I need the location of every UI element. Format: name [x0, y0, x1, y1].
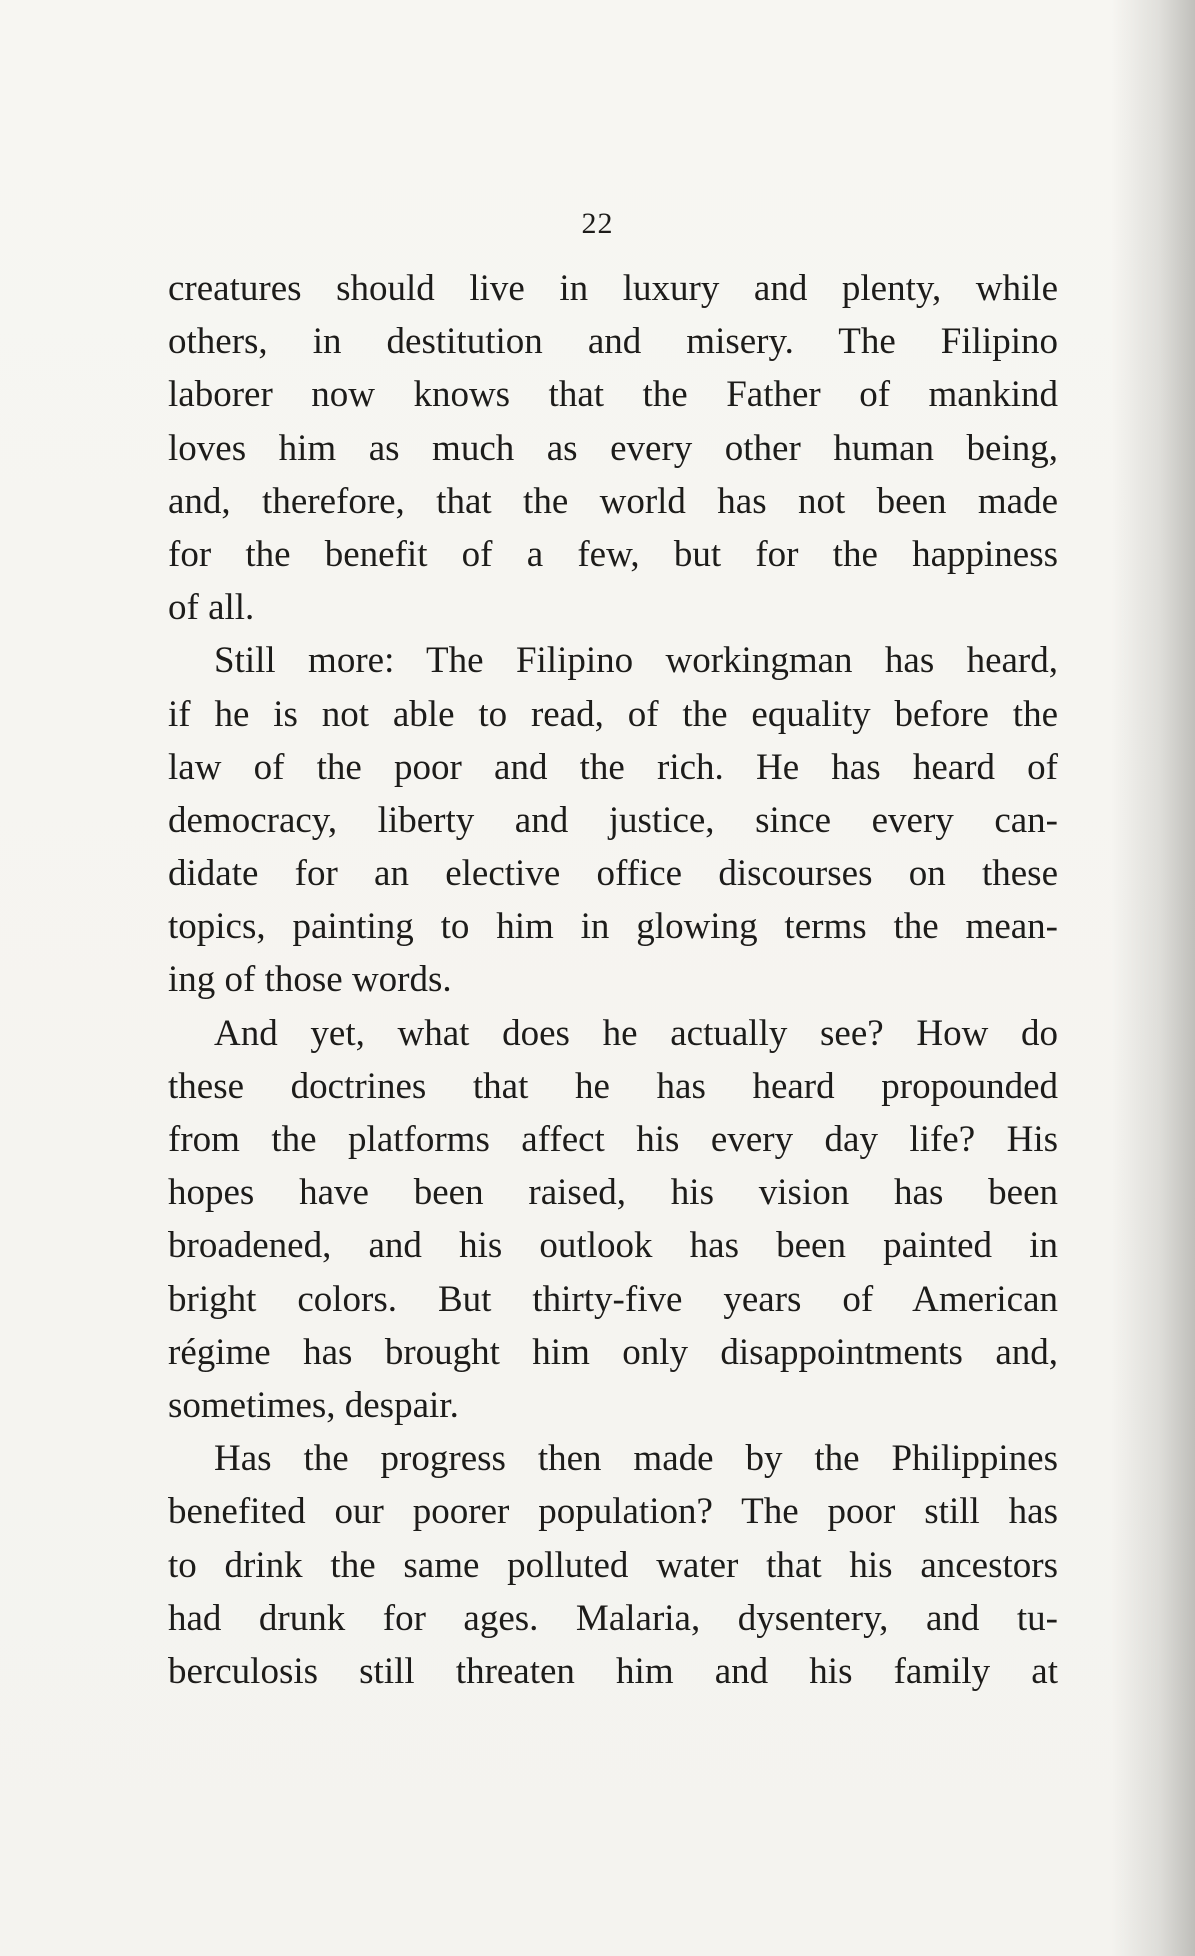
- text-line: régime has brought him only disappointments and,: [168, 1331, 1058, 1373]
- text-line: Still more: The Filipino workingman has heard,: [214, 640, 1058, 682]
- text-line: ing of those words.: [168, 959, 452, 1001]
- text-line: had drunk for ages. Malaria, dysentery, and tu-: [168, 1597, 1058, 1639]
- text-line: benefited our poorer population? The poor still has: [168, 1491, 1058, 1533]
- text-line: for the benefit of a few, but for the happiness: [168, 533, 1058, 575]
- text-line: these doctrines that he has heard propounded: [168, 1065, 1058, 1107]
- body-text: [168, 262, 1058, 1698]
- text-line: berculosis still threaten him and his family at: [168, 1650, 1058, 1692]
- text-line: sometimes, despair.: [168, 1384, 459, 1426]
- text-line: hopes have been raised, his vision has been: [168, 1172, 1058, 1214]
- text-line: if he is not able to read, of the equality before the: [168, 693, 1058, 735]
- text-line: to drink the same polluted water that his ancestors: [168, 1544, 1058, 1586]
- text-line: Has the progress then made by the Philippines: [214, 1438, 1058, 1480]
- text-line: and, therefore, that the world has not been made: [168, 480, 1058, 522]
- text-line: loves him as much as every other human being,: [168, 427, 1058, 469]
- text-line: bright colors. But thirty-five years of American: [168, 1278, 1058, 1320]
- text-line: And yet, what does he actually see? How do: [214, 1012, 1058, 1054]
- text-line: creatures should live in luxury and plenty, while: [168, 268, 1058, 309]
- text-line: didate for an elective office discourses on these: [168, 853, 1058, 895]
- text-line: laborer now knows that the Father of mankind: [168, 374, 1058, 416]
- page-number: 22: [581, 207, 614, 240]
- text-line: from the platforms affect his every day life? His: [168, 1119, 1058, 1160]
- text-line: others, in destitution and misery. The Filipino: [168, 321, 1058, 363]
- text-line: of all.: [168, 587, 255, 629]
- text-line: topics, painting to him in glowing terms the mean-: [168, 906, 1058, 948]
- text-line: democracy, liberty and justice, since every can-: [168, 799, 1058, 841]
- text-line: broadened, and his outlook has been painted in: [168, 1225, 1058, 1267]
- text-line: law of the poor and the rich. He has heard of: [168, 746, 1058, 788]
